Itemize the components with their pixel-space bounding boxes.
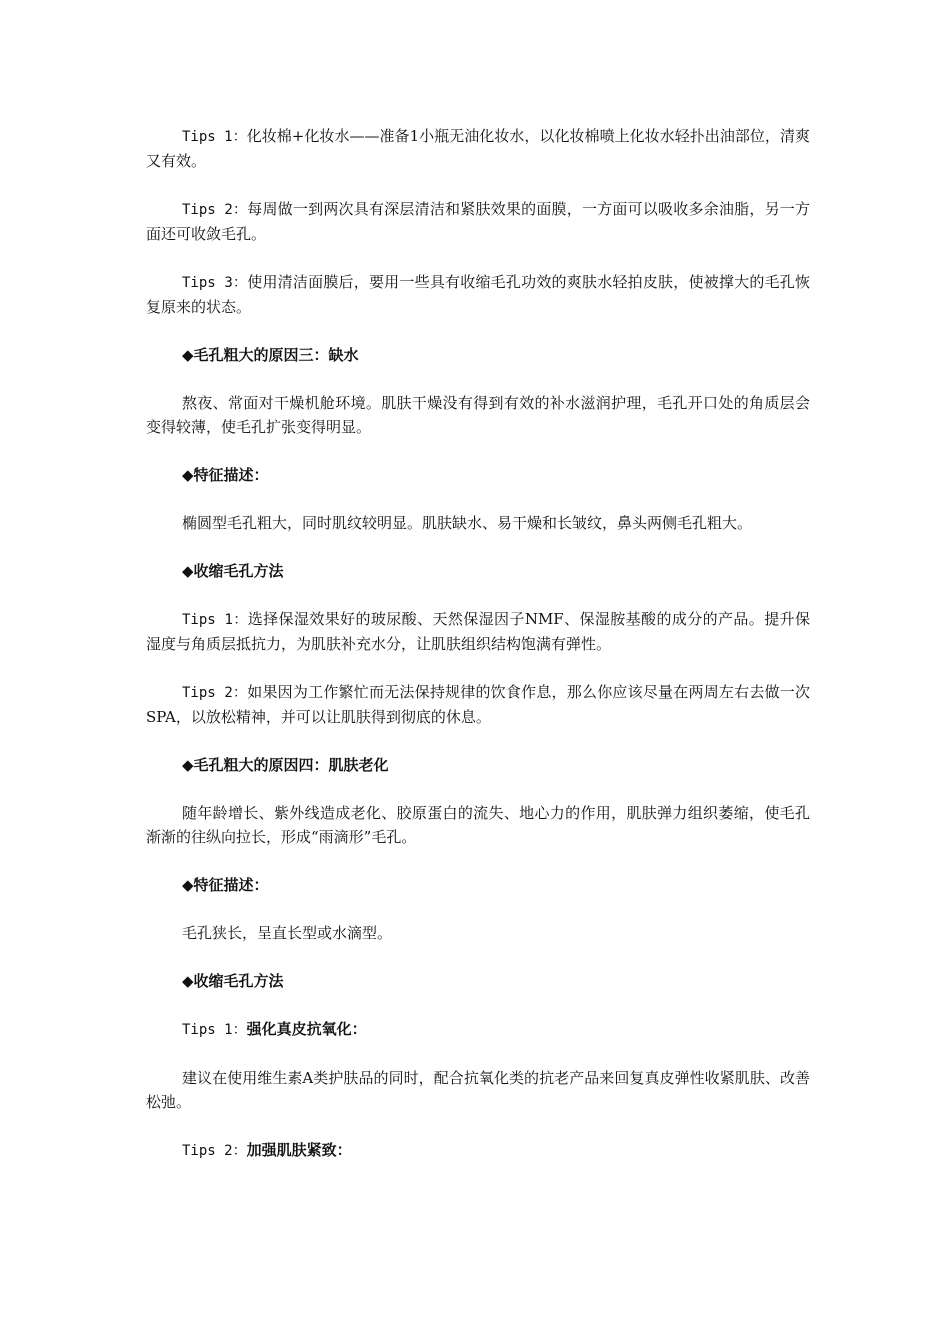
paragraph-tip-3 xyxy=(146,270,810,319)
tip-heading-1 xyxy=(146,1017,810,1042)
tip-heading-text: 强化真皮抗氧化： xyxy=(246,1020,367,1038)
paragraph xyxy=(146,921,810,945)
paragraph xyxy=(146,801,810,849)
tip-label: Tips 2： xyxy=(182,685,248,701)
tip-heading-text: 加强肌肤紧致： xyxy=(246,1141,352,1159)
paragraph-tip-1 xyxy=(146,607,810,656)
tip-label: Tips 1： xyxy=(182,1022,247,1038)
tip-heading-2 xyxy=(146,1138,810,1163)
paragraph-text: 熬夜、常面对干燥机舱环境。肌肤干燥没有得到有效的补水滋润护理，毛孔开口处的角质层会变得较薄，使毛孔扩张变得明显。 xyxy=(146,394,810,436)
paragraph-text: 如果因为工作繁忙而无法保持规律的饮食作息，那么你应该尽量在两周左右去做一次SPA，以放松精神，并可以让肌肤得到彻底的休息。 xyxy=(146,683,810,726)
tip-label: Tips 1： xyxy=(182,129,247,145)
section-heading: ◆收缩毛孔方法 xyxy=(182,562,284,580)
section-heading: ◆特征描述： xyxy=(182,876,269,894)
section-heading: ◆毛孔粗大的原因四：肌肤老化 xyxy=(182,756,389,774)
paragraph xyxy=(146,1066,810,1114)
paragraph xyxy=(146,511,810,535)
paragraph-text: 每周做一到两次具有深层清洁和紧肤效果的面膜，一方面可以吸收多余油脂，另一方面还可收敛毛孔。 xyxy=(146,200,810,243)
section-heading: ◆毛孔粗大的原因三：缺水 xyxy=(182,346,359,364)
tip-label: Tips 3： xyxy=(182,275,248,291)
paragraph-text: 使用清洁面膜后，要用一些具有收缩毛孔功效的爽肤水轻拍皮肤，使被撑大的毛孔恢复原来的状态。 xyxy=(146,273,810,316)
tip-label: Tips 1： xyxy=(182,612,248,628)
paragraph xyxy=(146,391,810,439)
tip-label: Tips 2： xyxy=(182,202,248,218)
section-heading: ◆收缩毛孔方法 xyxy=(182,972,284,990)
paragraph-text: 建议在使用维生素A类护肤品的同时，配合抗氧化类的抗老产品来回复真皮弹性收紧肌肤、改善松弛。 xyxy=(146,1069,810,1111)
paragraph-tip-2 xyxy=(146,197,810,246)
paragraph-tip-2 xyxy=(146,680,810,729)
paragraph-text: 选择保湿效果好的玻尿酸、天然保湿因子NMF、保湿胺基酸的成分的产品。提升保湿度与角质层抵抗力，为肌肤补充水分，让肌肤组织结构饱满有弹性。 xyxy=(146,610,810,653)
document-body xyxy=(146,124,810,1163)
tip-label: Tips 2： xyxy=(182,1143,247,1159)
paragraph-text: 化妆棉+化妆水——准备1小瓶无油化妆水，以化妆棉喷上化妆水轻扑出油部位，清爽又有效。 xyxy=(146,127,811,170)
paragraph-text: 毛孔狭长，呈直长型或水滴型。 xyxy=(182,924,393,942)
paragraph-text: 椭圆型毛孔粗大，同时肌纹较明显。肌肤缺水、易干燥和长皱纹，鼻头两侧毛孔粗大。 xyxy=(182,514,753,532)
section-heading: ◆特征描述： xyxy=(182,466,269,484)
paragraph-tip-1 xyxy=(146,124,810,173)
paragraph-text: 随年龄增长、紫外线造成老化、胶原蛋白的流失、地心力的作用，肌肤弹力组织萎缩，使毛孔渐渐的往纵向拉长，形成“雨滴形”毛孔。 xyxy=(146,804,810,846)
